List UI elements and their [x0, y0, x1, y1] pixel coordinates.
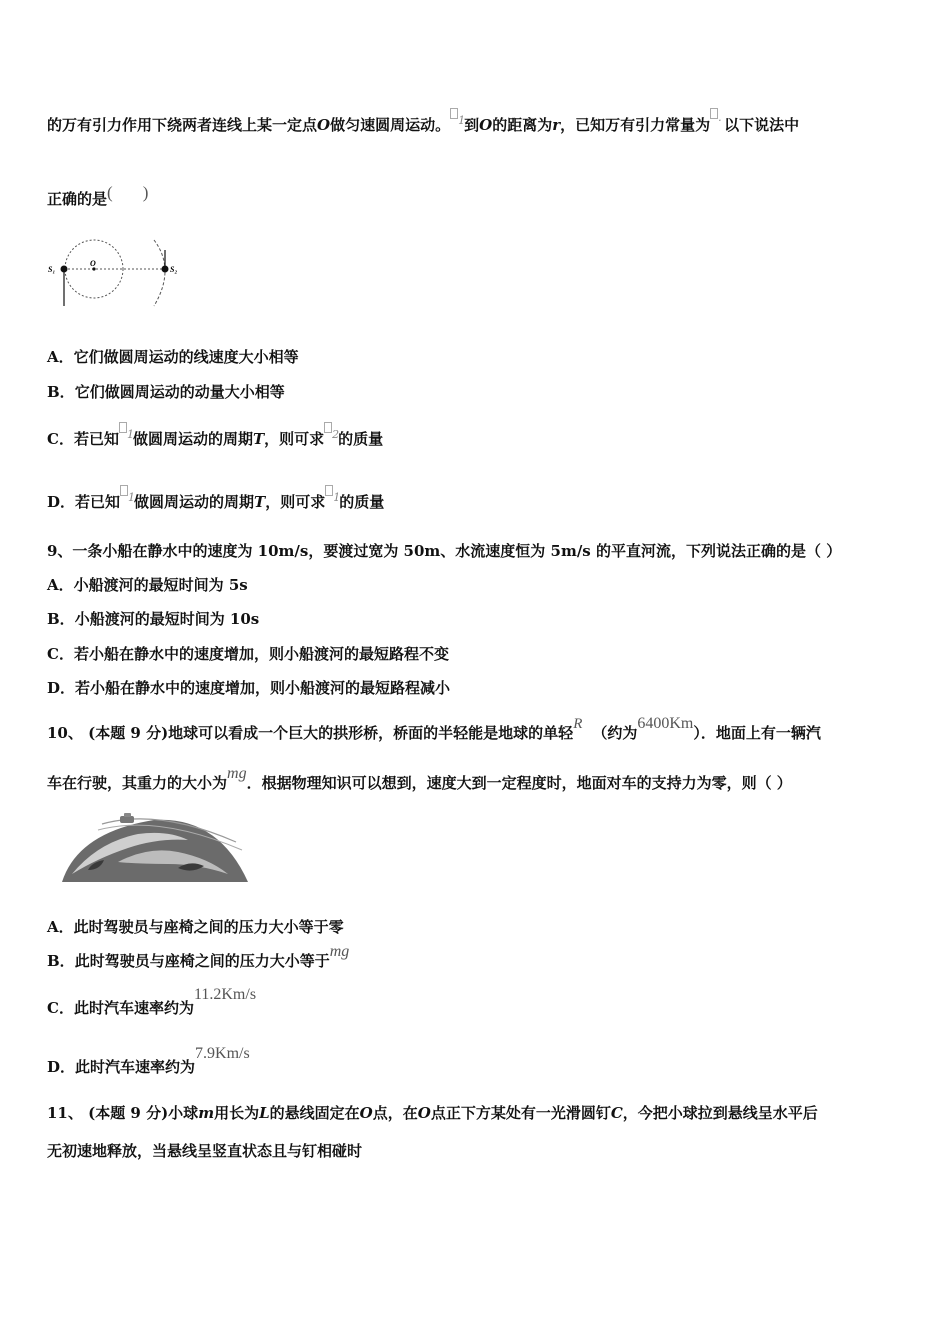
- q9-option-c[interactable]: C．若小船在静水中的速度增加，则小船渡河的最短路程不变: [47, 645, 449, 663]
- placeholder-glyph-icon: 1: [120, 485, 134, 501]
- q10-option-b[interactable]: B．此时驾驶员与座椅之间的压力大小等于mg: [47, 943, 350, 970]
- q9-option-d[interactable]: D．若小船在静水中的速度增加，则小船渡河的最短路程减小: [47, 679, 451, 697]
- q11-stem-line-1: 11、 (本题 9 分)小球m用长为L的悬线固定在O点，在O点正下方某处有一光滑圆钉C，今把小球拉到悬线呈水平后: [47, 1104, 818, 1122]
- q10-option-c[interactable]: C．此时汽车速率约为11.2Km/s: [47, 986, 257, 1017]
- label-s2: S₂: [170, 265, 178, 274]
- earth-arch-bridge-image: [58, 812, 250, 888]
- car-icon: [120, 816, 134, 823]
- binary-star-figure: [44, 236, 194, 312]
- label-o: O: [90, 259, 96, 268]
- q10-option-a[interactable]: A．此时驾驶员与座椅之间的压力大小等于零: [47, 918, 344, 936]
- q8-stem-line-1: 的万有引力作用下绕两者连线上某一定点O做匀速圆周运动。 1 到O的距离为r，已知万有引力常量为 · 以下说法中: [47, 114, 799, 136]
- q10-stem-line-2: 车在行驶，其重力的大小为mg．根据物理知识可以想到，速度大到一定程度时，地面对车的支持力为零，则（ ）: [47, 765, 792, 792]
- placeholder-glyph-icon: ·: [710, 108, 724, 124]
- q9-option-a[interactable]: A．小船渡河的最短时间为 5s: [47, 576, 248, 594]
- orbit-arc: [154, 240, 165, 306]
- q9-stem: 9、一条小船在静水中的速度为 10m/s，要渡过宽为 50m、水流速度恒为 5m/s 的平直河流，下列说法正确的是（ ）: [47, 542, 842, 560]
- q11-stem-line-2: 无初速地释放，当悬线呈竖直状态且与钉相碰时: [47, 1142, 363, 1160]
- q8-stem-line-2: 正确的是( ): [47, 183, 149, 208]
- q8-option-b[interactable]: B．它们做圆周运动的动量大小相等: [47, 383, 285, 401]
- label-s1: S₁: [48, 265, 56, 274]
- placeholder-glyph-icon: 1: [450, 108, 464, 124]
- placeholder-glyph-icon: 1: [325, 485, 339, 501]
- placeholder-glyph-icon: 2: [324, 422, 338, 438]
- q8-option-a[interactable]: A．它们做圆周运动的线速度大小相等: [47, 348, 299, 366]
- q10-stem-line-1: 10、 (本题 9 分)地球可以看成一个巨大的拱形桥，桥面的半轻能是地球的单轻R （约为6400Km）．地面上有一辆汽: [47, 715, 821, 742]
- q8-option-d[interactable]: D．若已知 1 做圆周运动的周期T，则可求 1 的质量: [47, 491, 384, 513]
- placeholder-glyph-icon: 1: [119, 422, 133, 438]
- q9-option-b[interactable]: B．小船渡河的最短时间为 10s: [47, 610, 260, 628]
- q8-option-c[interactable]: C．若已知 1 做圆周运动的周期T，则可求 2 的质量: [47, 428, 383, 450]
- q10-option-d[interactable]: D．此时汽车速率约为7.9Km/s: [47, 1045, 250, 1076]
